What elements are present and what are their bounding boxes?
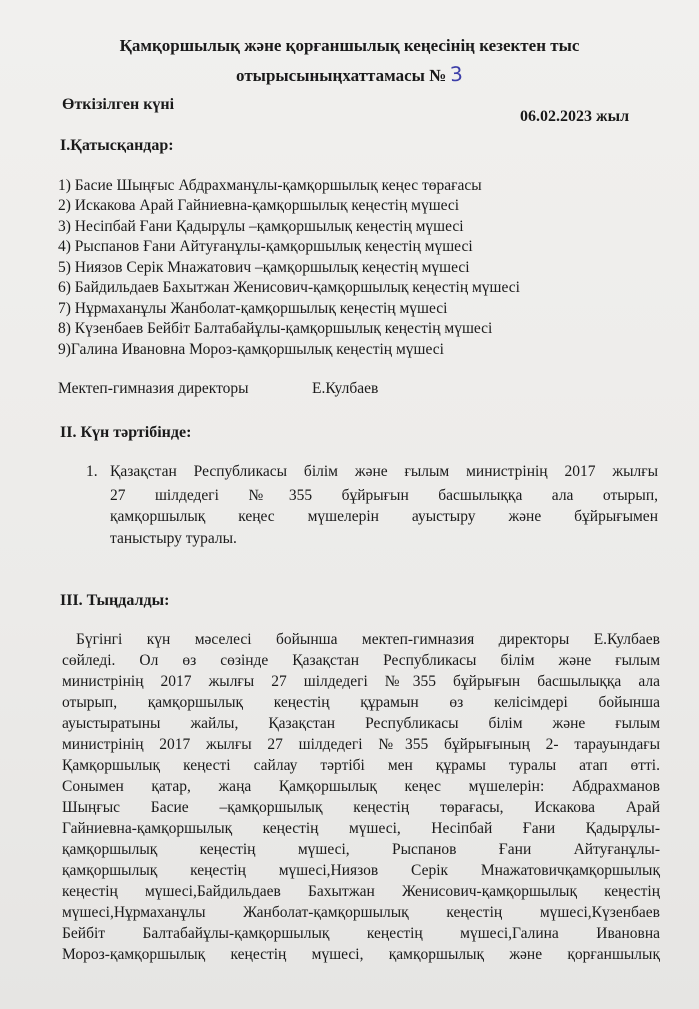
- listened-line: ауыстыратыны жайлы, Қазақстан Республикасы білім және ғылым: [62, 715, 660, 732]
- listened-line: Сонымен қатар, жаңа Қамқоршылық кеңес мүшелерін: Абдрахманов: [62, 778, 660, 795]
- document-title-line-2: [0, 62, 699, 86]
- agenda-item-line: таныстыру туралы.: [110, 530, 237, 547]
- listened-line: отырып, қамқоршылық кеңестің құрамын өз келісімдері бойынша: [62, 694, 660, 711]
- participant-item: 6) Байдильдаев Бахытжан Женисович-қамқоршылық кеңестің мүшесі: [58, 279, 520, 296]
- handwritten-protocol-number: 3: [449, 61, 464, 87]
- director-name: Е.Кулбаев: [312, 380, 379, 397]
- participants-heading: І.Қатысқандар:: [60, 137, 174, 154]
- participant-item: 1) Басие Шыңғыс Абдрахманұлы-қамқоршылық кеңес төрағасы: [58, 177, 482, 194]
- participant-item: 9)Галина Ивановна Мороз-қамқоршылық кеңестің мүшесі: [58, 341, 444, 358]
- listened-line: Мороз-қамқоршылық кеңестің мүшесі, қамқоршылық және қорғаншылық: [62, 946, 660, 963]
- participant-item: 4) Рыспанов Ғани Айтуғанұлы-қамқоршылық кеңестің мүшесі: [58, 238, 473, 255]
- date-label: Өткізілген күні: [62, 96, 175, 113]
- listened-line: мүшесі,Нұрмаханұлы Жанболат-қамқоршылық кеңестің мүшесі,Күзенбаев: [62, 904, 660, 921]
- listened-line: қамқоршылық кеңестің мүшесі,Ниязов Серік Мнажатовичқамқоршылық: [62, 862, 660, 879]
- agenda-item-number: 1.: [86, 463, 98, 480]
- participant-item: 5) Ниязов Серік Мнажатович –қамқоршылық кеңестің мүшесі: [58, 259, 470, 276]
- participant-item: 7) Нұрмаханұлы Жанболат-қамқоршылық кеңестің мүшесі: [58, 300, 448, 317]
- listened-line: Бүгінгі күн мәселесі бойынша мектеп-гимназия директоры Е.Кулбаев: [76, 631, 660, 648]
- document-title-line-1: Қамқоршылық және қорғаншылық кеңесінің кезектен тыс: [119, 36, 580, 55]
- listened-line: Шыңғыс Басие –қамқоршылық кеңестің төрағасы, Искакова Арай: [62, 799, 660, 816]
- title-line-2-text: отырысыныңхаттамасы №: [236, 66, 447, 85]
- director-label: Мектеп-гимназия директоры: [58, 380, 249, 397]
- listened-line: министрінің 2017 жылғы 27 шілдедегі №355 бұйрығын басшылыққа ала: [62, 673, 660, 690]
- listened-line: Қамқоршылық кеңесті сайлау тәртібі мен құрамы туралы атап өтті.: [62, 757, 660, 774]
- participant-item: 8) Күзенбаев Бейбіт Балтабайұлы-қамқоршылық кеңестің мүшесі: [58, 320, 493, 337]
- agenda-item-line: Қазақстан Республикасы білім және ғылым министрінің 2017 жылғы: [110, 463, 658, 480]
- participant-item: 3) Несіпбай Ғани Қадырұлы –қамқоршылық кеңестің мүшесі: [58, 218, 464, 235]
- listened-line: сөйледі. Ол өз сөзінде Қазақстан Республикасы білім және ғылым: [62, 652, 660, 669]
- agenda-item-line: қамқоршылық кеңес мүшелерін ауыстыру және бұйрығымен: [110, 508, 658, 525]
- listened-line: Бейбіт Балтабайұлы-қамқоршылық кеңестің мүшесі,Галина Ивановна: [62, 925, 660, 942]
- listened-line: Гайниевна-қамқоршылық кеңестің мүшесі, Несіпбай Ғани Қадырұлы-: [62, 820, 660, 837]
- agenda-heading: ІІ. Күн тәртібінде:: [60, 424, 192, 441]
- agenda-item-line: 27 шілдедегі №355 бұйрығын басшылыққа ала отырып,: [110, 487, 658, 504]
- listened-line: министрінің 2017 жылғы 27 шілдедегі №355 бұйрығының 2- тарауындағы: [62, 736, 660, 753]
- listened-heading: ІІІ. Тыңдалды:: [60, 592, 170, 609]
- listened-line: қамқоршылық кеңестің мүшесі, Рыспанов Ғани Айтуғанұлы-: [62, 841, 660, 858]
- date-value: 06.02.2023 жыл: [520, 108, 630, 125]
- participant-item: 2) Искакова Арай Гайниевна-қамқоршылық кеңестің мүшесі: [58, 197, 460, 214]
- listened-line: кеңестің мүшесі,Байдильдаев Бахытжан Женисович-қамқоршылық кеңестің: [62, 883, 660, 900]
